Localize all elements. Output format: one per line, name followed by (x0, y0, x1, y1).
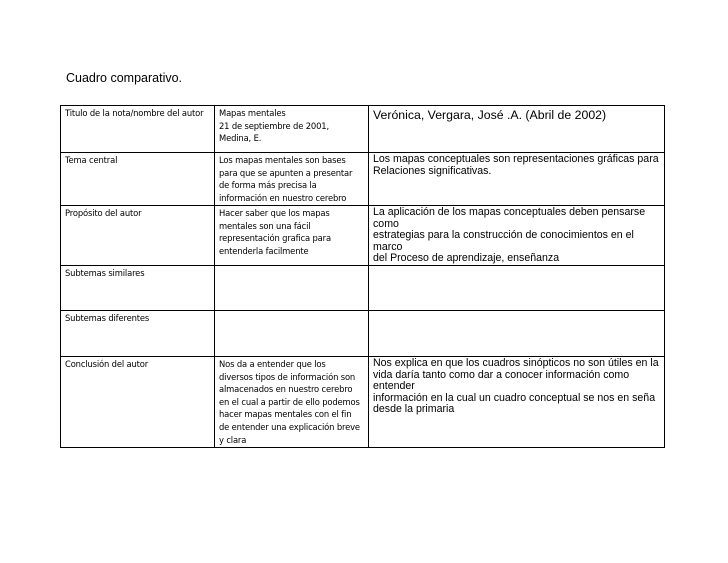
row-label: Subtemas similares (65, 267, 145, 278)
cell-text: Verónica, Vergara, José .A. (Abril de 2002) (373, 108, 607, 122)
table-row (61, 265, 665, 310)
mapas-conceptuales-cell (369, 265, 665, 310)
cell-text: Nos explica en que los cuadros sinópticos no son útiles en la vida daría tanto como dar a conocer información como entender información en la cual un cuadro conceptual se nos en seña desde la primaria (373, 356, 659, 416)
mapas-conceptuales-cell (369, 310, 665, 356)
mapas-mentales-cell (215, 106, 369, 153)
table-row (61, 206, 665, 266)
row-label-cell (61, 106, 215, 153)
mapas-mentales-cell (215, 153, 369, 206)
cell-text: Nos da a entender que los diversos tipos de información son almacenados en nuestro cerebro en el cual a partir de ello podemos hacer mapas mentales con el fin de entender una explicación breve y clara (219, 358, 360, 445)
comparison-table (60, 105, 665, 448)
row-label-cell (61, 206, 215, 266)
page-title: Cuadro comparativo. (66, 71, 183, 85)
mapas-conceptuales-cell (369, 356, 665, 447)
table-row (61, 153, 665, 206)
table-row (61, 310, 665, 356)
row-label: Conclusión del autor (65, 358, 149, 369)
mapas-mentales-cell (215, 206, 369, 266)
row-label-cell (61, 265, 215, 310)
row-label-cell (61, 153, 215, 206)
table-row (61, 356, 665, 447)
mapas-mentales-cell (215, 310, 369, 356)
mapas-conceptuales-cell (369, 106, 665, 153)
row-label-cell (61, 310, 215, 356)
cell-text: Los mapas conceptuales son representaciones gráficas para Relaciones significativas. (373, 153, 659, 177)
mapas-mentales-cell (215, 265, 369, 310)
row-label-cell (61, 356, 215, 447)
mapas-conceptuales-cell (369, 206, 665, 266)
cell-text: Mapas mentales 21 de septiembre de 2001, Medina, E. (219, 108, 329, 144)
row-label: Subtemas diferentes (65, 312, 150, 323)
cell-text: Hacer saber que los mapas mentales son una fácil representación grafica para entenderla facilmente (219, 208, 331, 256)
cell-text: Los mapas mentales son bases para que se apunten a presentar de forma más precisa la información en nuestro cerebro (219, 155, 353, 203)
table-row (61, 106, 665, 153)
mapas-mentales-cell (215, 356, 369, 447)
row-label: Titulo de la nota/nombre del autor (65, 108, 204, 118)
row-label: Tema central (65, 155, 118, 165)
cell-text: La aplicación de los mapas conceptuales deben pensarse como estrategias para la construcción de conocimientos en el marco del Proceso de aprendizaje, enseñanza (373, 206, 646, 265)
row-label: Propósito del autor (65, 208, 142, 218)
mapas-conceptuales-cell (369, 153, 665, 206)
